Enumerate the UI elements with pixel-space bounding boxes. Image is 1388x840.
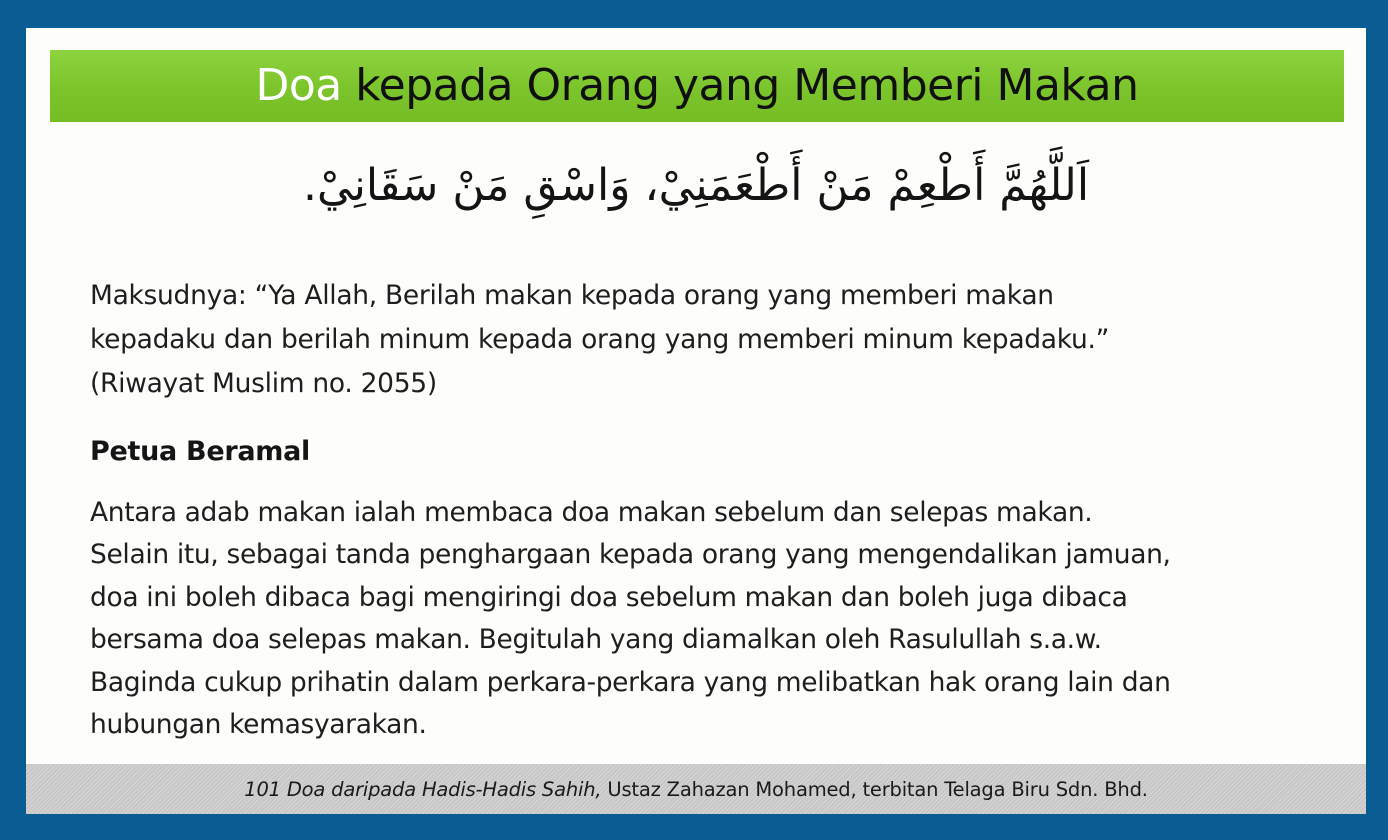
body-line: doa ini boleh dibaca bagi mengiringi doa sebelum makan dan boleh juga dibaca: [90, 581, 1128, 613]
meaning-line: kepadaku dan berilah minum kepada orang yang memberi minum kepadaku.”: [90, 324, 1110, 355]
title-bar: [50, 50, 1344, 122]
footer-bar: [26, 764, 1366, 814]
page-title: [255, 60, 1139, 111]
meaning-line: (Riwayat Muslim no. 2055): [90, 368, 437, 399]
document-card: [26, 28, 1366, 814]
meaning-paragraph: [90, 274, 1320, 406]
section-heading: Petua Beramal: [90, 436, 310, 467]
arabic-prayer: اَللَّهُمَّ أَطْعِمْ مَنْ أَطْعَمَنِيْ، وَاسْقِ مَنْ سَقَانِيْ.: [302, 160, 1090, 211]
title-rest: kepada Orang yang Memberi Makan: [341, 60, 1139, 111]
body-line: bersama doa selepas makan. Begitulah yang diamalkan oleh Rasulullah s.a.w.: [90, 624, 1102, 656]
book-title: 101 Doa daripada Hadis-Hadis Sahih,: [244, 777, 602, 801]
citation-rest: Ustaz Zahazan Mohamed, terbitan Telaga Biru Sdn. Bhd.: [601, 777, 1148, 801]
meaning-line: Maksudnya: “Ya Allah, Berilah makan kepada orang yang memberi makan: [90, 280, 1054, 311]
body-paragraph: [90, 492, 1330, 746]
body-line: hubungan kemasyarakan.: [90, 709, 427, 741]
body-line: Baginda cukup prihatin dalam perkara-perkara yang melibatkan hak orang lain dan: [90, 666, 1171, 698]
body-line: Antara adab makan ialah membaca doa makan sebelum dan selepas makan.: [90, 497, 1093, 528]
source-citation: [244, 778, 1148, 801]
title-accent-word: Doa: [255, 60, 342, 111]
body-line: Selain itu, sebagai tanda penghargaan kepada orang yang mengendalikan jamuan,: [90, 539, 1171, 571]
